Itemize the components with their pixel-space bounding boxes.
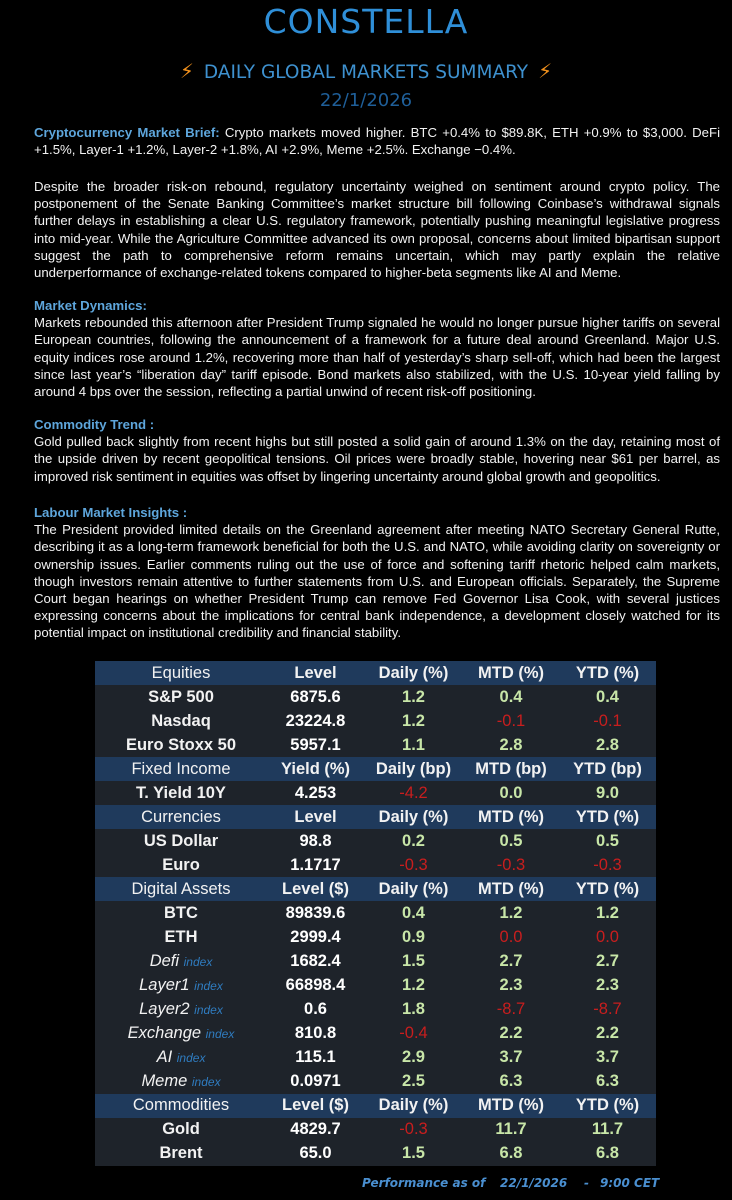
row-name-text: ETH bbox=[164, 928, 198, 947]
column-header: MTD (%) bbox=[463, 661, 559, 685]
daily-cell: 0.4 bbox=[402, 903, 425, 922]
column-header: MTD (bp) bbox=[463, 757, 559, 781]
row-name-text: AI bbox=[156, 1048, 173, 1067]
row-name-text: Euro Stoxx 50 bbox=[125, 735, 237, 754]
ytd-cell: 0.0 bbox=[596, 928, 619, 947]
index-tag: index bbox=[205, 1027, 235, 1042]
column-header: Yield (%) bbox=[267, 757, 364, 781]
report-title-text: DAILY GLOBAL MARKETS SUMMARY bbox=[203, 62, 529, 83]
market-dynamics-paragraph: Markets rebounded this afternoon after President Trump signaled he would no longer pursue higher tariffs on several European countries, following the announcement of a framework for a future deal around Greenland. Major U.S. equity indices rose around 1.2%, recovering more than half of yesterday’s sharp sell-off, which had been the largest since last year’s “liberation day” tariff episode. Bond markets also stabilized, with the U.S. 10-year yield falling by around 4 bps over the session, reflecting a partial unwind of recent risk-off positioning. bbox=[34, 315, 720, 400]
row-name bbox=[95, 1022, 267, 1046]
ytd-cell: 11.7 bbox=[591, 1120, 624, 1139]
level-cell: 4.253 bbox=[294, 783, 337, 802]
row-name bbox=[95, 853, 267, 877]
column-header: YTD (%) bbox=[559, 661, 656, 685]
table-group-header bbox=[95, 1094, 656, 1118]
daily-cell: 0.2 bbox=[402, 831, 425, 850]
column-header: YTD (%) bbox=[559, 1094, 656, 1118]
row-name-text: Layer2 bbox=[139, 1000, 190, 1019]
ytd-cell: 6.8 bbox=[596, 1144, 619, 1163]
row-name-text: Exchange bbox=[127, 1024, 202, 1043]
table-row bbox=[95, 1070, 656, 1094]
lightning-bolt-icon: ⚡ bbox=[538, 59, 553, 83]
level-cell: 0.6 bbox=[304, 1000, 327, 1019]
row-name-text: T. Yield 10Y bbox=[136, 783, 226, 802]
column-header: YTD (%) bbox=[559, 877, 656, 901]
ytd-cell: 2.8 bbox=[596, 735, 619, 754]
level-cell: 89839.6 bbox=[285, 903, 346, 922]
column-header: Daily (%) bbox=[364, 661, 463, 685]
mtd-cell: 2.8 bbox=[499, 735, 523, 754]
level-cell: 66898.4 bbox=[285, 976, 346, 995]
row-name bbox=[95, 926, 267, 950]
index-tag: index bbox=[194, 979, 223, 994]
daily-cell: 1.8 bbox=[402, 1000, 425, 1019]
commodity-trend bbox=[34, 416, 720, 485]
index-tag: index bbox=[194, 1003, 223, 1018]
ytd-cell: -0.3 bbox=[593, 855, 622, 874]
performance-footer bbox=[0, 1174, 732, 1194]
mtd-cell: 3.7 bbox=[499, 1048, 523, 1067]
crypto-paragraph: Despite the broader risk-on rebound, regulatory uncertainty weighed on sentiment around crypto policy. The postponement of the Senate Banking Committee’s market structure bill following Coinbase’s withdrawal signals further delays in establishing a clear U.S. regulatory framework, potentially pushing meaningful legislative progress into mid-year. While the Agriculture Committee advanced its own proposal, concerns about limited bipartisan support suggest the path to comprehensive reform remains uncertain, which may partly explain the relative underperformance of exchange-related tokens compared to higher-beta segments like AI and Meme. bbox=[34, 179, 720, 281]
table-row bbox=[95, 1118, 656, 1142]
commodity-trend-paragraph: Gold pulled back slightly from recent highs but still posted a solid gain of around 1.3% on the day, retaining most of the upside driven by recent geopolitical tensions. Oil prices were broadly stable, hovering near $61 per barrel, as improved risk sentiment in equities was offset by lingering uncertainty around global growth and geopolitics. bbox=[34, 434, 720, 484]
row-name-text: Brent bbox=[159, 1144, 203, 1163]
table-row bbox=[95, 829, 656, 853]
market-dynamics-heading: Market Dynamics: bbox=[34, 298, 147, 313]
daily-cell: 1.2 bbox=[402, 976, 425, 995]
row-name bbox=[95, 950, 267, 974]
row-name bbox=[95, 781, 267, 805]
table-row bbox=[95, 1022, 656, 1046]
ytd-cell: 9.0 bbox=[596, 783, 619, 802]
table-row bbox=[95, 733, 656, 757]
row-name-text: Defi bbox=[149, 952, 180, 971]
table-row bbox=[95, 926, 656, 950]
footer-label: Performance as of bbox=[362, 1176, 486, 1190]
crypto-brief-lead: Crypto markets moved higher. BTC +0.4% to $89.8K, ETH +0.9% to $3,000. DeFi +1.5%, Layer-1 +1.2%, Layer-2 +1.8%, AI +2.9%, Meme +2.5%. Exchange −0.4%. bbox=[34, 125, 720, 158]
table-row bbox=[95, 853, 656, 877]
daily-cell: 2.9 bbox=[402, 1048, 425, 1067]
mtd-cell: 1.2 bbox=[499, 903, 523, 922]
row-name bbox=[95, 1070, 267, 1094]
row-name bbox=[95, 829, 267, 853]
table-row bbox=[95, 901, 656, 925]
mtd-cell: 2.3 bbox=[499, 976, 523, 995]
row-name bbox=[95, 1046, 267, 1070]
mtd-cell: -8.7 bbox=[496, 1000, 526, 1019]
constella-logo: CONSTELLA bbox=[263, 2, 469, 41]
column-header: MTD (%) bbox=[463, 805, 559, 829]
ytd-cell: 2.3 bbox=[596, 976, 619, 995]
crypto-brief-heading: Cryptocurrency Market Brief: bbox=[34, 125, 220, 140]
column-header: MTD (%) bbox=[463, 1094, 559, 1118]
level-cell: 23224.8 bbox=[285, 711, 346, 730]
row-name bbox=[95, 685, 267, 709]
column-header: Level bbox=[267, 661, 364, 685]
index-tag: index bbox=[191, 1075, 221, 1090]
row-name bbox=[95, 733, 267, 757]
level-cell: 0.0971 bbox=[290, 1072, 341, 1091]
row-name-text: Gold bbox=[162, 1120, 200, 1139]
daily-cell: 1.2 bbox=[402, 711, 425, 730]
column-header: Level ($) bbox=[267, 1094, 364, 1118]
performance-table bbox=[95, 661, 656, 1166]
level-cell: 1682.4 bbox=[290, 952, 341, 971]
index-tag: index bbox=[183, 955, 213, 970]
table-group-header bbox=[95, 661, 656, 685]
row-name-text: S&P 500 bbox=[148, 687, 214, 706]
column-header: Daily (%) bbox=[364, 877, 463, 901]
daily-cell: -0.4 bbox=[399, 1024, 428, 1043]
daily-cell: 1.2 bbox=[402, 687, 425, 706]
row-name-text: Nasdaq bbox=[151, 711, 211, 730]
labour-market-paragraph: The President provided limited details on the Greenland agreement after meeting NATO Secretary General Rutte, describing it as a long-term framework beneficial for both the U.S. and NATO, while avoiding clarity on sovereignty or ownership issues. Earlier comments ruling out the use of force and softening tariff rhetoric helped calm markets, though investors remain attentive to further statements from U.S. and European officials. Separately, the Supreme Court began hearings on whether President Trump can remove Fed Governor Lisa Cook, with several justices expressing concerns about the implications for central bank independence, a development closely watched for its potential impact on institutional credibility and financial stability. bbox=[34, 522, 720, 641]
ytd-cell: 6.3 bbox=[596, 1072, 619, 1091]
labour-market-heading: Labour Market Insights : bbox=[34, 505, 188, 520]
ytd-cell: 2.7 bbox=[596, 952, 619, 971]
commodity-trend-heading: Commodity Trend : bbox=[34, 417, 155, 432]
table-group-header bbox=[95, 757, 656, 781]
column-header: YTD (bp) bbox=[559, 757, 656, 781]
ytd-cell: 0.5 bbox=[596, 831, 619, 850]
mtd-cell: 0.0 bbox=[499, 928, 523, 947]
ytd-cell: 0.4 bbox=[596, 687, 619, 706]
mtd-cell: 6.3 bbox=[499, 1072, 523, 1091]
row-name bbox=[95, 998, 267, 1022]
table-group-header bbox=[95, 877, 656, 901]
column-header: Level bbox=[267, 805, 364, 829]
mtd-cell: 0.4 bbox=[499, 687, 523, 706]
level-cell: 65.0 bbox=[299, 1144, 332, 1163]
mtd-cell: 2.7 bbox=[499, 952, 523, 971]
ytd-cell: 1.2 bbox=[596, 903, 619, 922]
mtd-cell: 6.8 bbox=[499, 1144, 523, 1163]
level-cell: 2999.4 bbox=[290, 928, 341, 947]
footer-time: 9:00 CET bbox=[600, 1176, 660, 1190]
table-row bbox=[95, 1142, 656, 1166]
column-header: Currencies bbox=[95, 805, 267, 829]
row-name bbox=[95, 1142, 267, 1166]
table-row bbox=[95, 1046, 656, 1070]
column-header: Daily (bp) bbox=[364, 757, 463, 781]
level-cell: 6875.6 bbox=[290, 687, 341, 706]
daily-cell: -0.3 bbox=[399, 855, 428, 874]
column-header: Daily (%) bbox=[364, 805, 463, 829]
row-name-text: Meme bbox=[141, 1072, 188, 1091]
row-name-text: BTC bbox=[164, 903, 198, 922]
column-header: Equities bbox=[95, 661, 267, 685]
row-name-text: Layer1 bbox=[139, 976, 190, 995]
ytd-cell: -8.7 bbox=[593, 1000, 622, 1019]
table-row bbox=[95, 709, 656, 733]
mtd-cell: 0.5 bbox=[499, 831, 523, 850]
table-row bbox=[95, 781, 656, 805]
mtd-cell: 2.2 bbox=[499, 1024, 523, 1043]
column-header: Daily (%) bbox=[364, 1094, 463, 1118]
report-title bbox=[0, 58, 732, 84]
level-cell: 5957.1 bbox=[290, 735, 341, 754]
market-dynamics bbox=[34, 297, 720, 400]
ytd-cell: -0.1 bbox=[593, 711, 622, 730]
row-name bbox=[95, 1118, 267, 1142]
table-group-header bbox=[95, 805, 656, 829]
row-name bbox=[95, 709, 267, 733]
daily-cell: 1.5 bbox=[402, 1144, 425, 1163]
crypto-brief bbox=[34, 124, 720, 158]
level-cell: 4829.7 bbox=[290, 1120, 341, 1139]
column-header: Level ($) bbox=[267, 877, 364, 901]
table-row bbox=[95, 998, 656, 1022]
index-tag: index bbox=[176, 1051, 206, 1066]
ytd-cell: 3.7 bbox=[596, 1048, 619, 1067]
footer-separator: - bbox=[584, 1176, 589, 1190]
row-name bbox=[95, 974, 267, 998]
column-header: YTD (%) bbox=[559, 805, 656, 829]
report-date: 22/1/2026 bbox=[319, 90, 413, 111]
row-name-text: US Dollar bbox=[143, 831, 219, 850]
mtd-cell: 0.0 bbox=[499, 783, 523, 802]
mtd-cell: 11.7 bbox=[495, 1120, 527, 1139]
daily-cell: -0.3 bbox=[399, 1120, 428, 1139]
row-name-text: Euro bbox=[162, 855, 200, 874]
row-name bbox=[95, 901, 267, 925]
table-row bbox=[95, 974, 656, 998]
table-row bbox=[95, 950, 656, 974]
level-cell: 98.8 bbox=[299, 831, 332, 850]
daily-cell: 1.1 bbox=[402, 735, 425, 754]
daily-cell: 1.5 bbox=[402, 952, 425, 971]
daily-cell: 2.5 bbox=[402, 1072, 425, 1091]
ytd-cell: 2.2 bbox=[596, 1024, 619, 1043]
daily-cell: -4.2 bbox=[399, 783, 428, 802]
lightning-bolt-icon: ⚡ bbox=[179, 59, 194, 83]
column-header: Fixed Income bbox=[95, 757, 267, 781]
labour-market bbox=[34, 504, 720, 642]
mtd-cell: -0.3 bbox=[496, 855, 526, 874]
column-header: Digital Assets bbox=[95, 877, 267, 901]
mtd-cell: -0.1 bbox=[496, 711, 526, 730]
footer-date: 22/1/2026 bbox=[500, 1176, 568, 1190]
column-header: Commodities bbox=[95, 1094, 267, 1118]
column-header: MTD (%) bbox=[463, 877, 559, 901]
table-row bbox=[95, 685, 656, 709]
level-cell: 810.8 bbox=[294, 1024, 337, 1043]
level-cell: 115.1 bbox=[295, 1048, 336, 1067]
level-cell: 1.1717 bbox=[290, 855, 341, 874]
daily-cell: 0.9 bbox=[402, 928, 425, 947]
